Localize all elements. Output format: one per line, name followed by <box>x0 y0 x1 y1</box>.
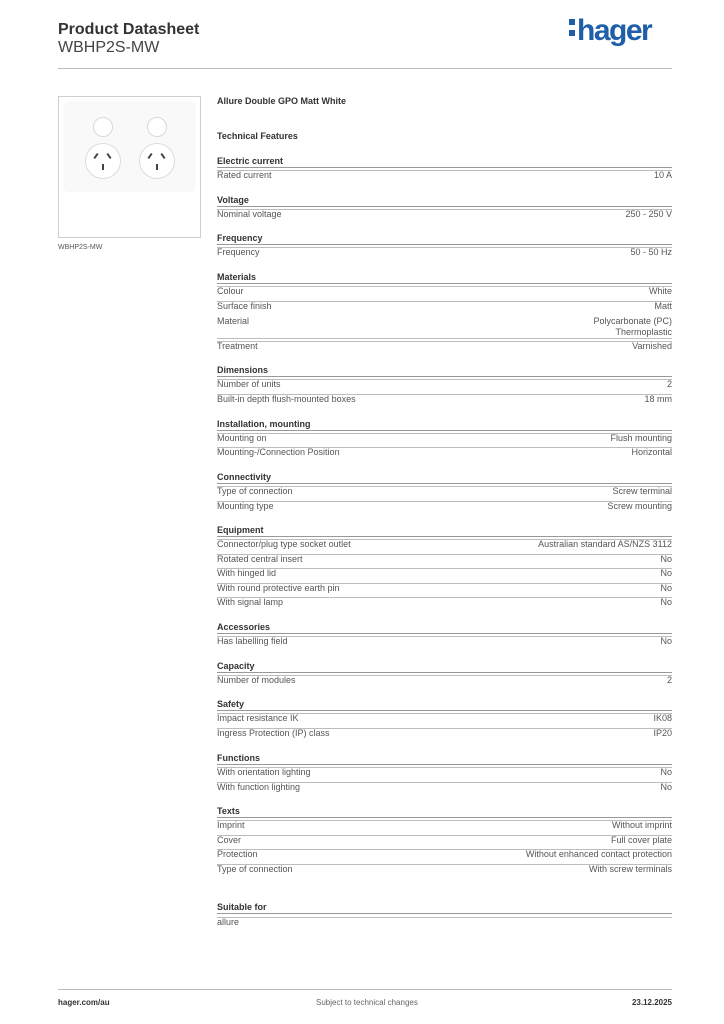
image-caption: WBHP2S-MW <box>58 244 103 251</box>
table-row: allure <box>217 917 672 918</box>
switch-right-icon <box>147 117 167 137</box>
footer-divider <box>58 989 672 990</box>
table-row: Impact resistance IK IK08 <box>217 713 672 723</box>
socket-right-icon <box>139 143 175 179</box>
section-materials: Materials <box>217 272 672 284</box>
table-row: Type of connection Screw terminal <box>217 486 672 496</box>
section-accessories: Accessories <box>217 622 672 634</box>
table-row: With orientation lighting No <box>217 767 672 777</box>
table-row: With round protective earth pin No <box>217 583 672 593</box>
page-title: Product Datasheet <box>58 21 200 38</box>
table-row: Mounting type Screw mounting <box>217 501 672 511</box>
product-code: WBHP2S-MW <box>58 39 160 56</box>
hager-logo <box>569 14 651 48</box>
table-row: With hinged lid No <box>217 568 672 578</box>
product-image <box>58 96 201 238</box>
table-row: Rotated central insert No <box>217 554 672 564</box>
table-row: With function lighting No <box>217 782 672 792</box>
table-row: Type of connection With screw terminals <box>217 864 672 874</box>
section-texts: Texts <box>217 806 672 818</box>
footer-notice: Subject to technical changes <box>316 998 418 1007</box>
section-dimensions: Dimensions <box>217 365 672 377</box>
table-row: Connector/plug type socket outlet Australian standard AS/NZS 3112 <box>217 539 672 549</box>
table-row: Surface finish Matt <box>217 301 672 311</box>
table-row: Cover Full cover plate <box>217 835 672 845</box>
switch-left-icon <box>93 117 113 137</box>
section-functions: Functions <box>217 753 672 765</box>
section-frequency: Frequency <box>217 233 672 245</box>
wall-plate-icon <box>65 103 194 191</box>
table-row: Built-in depth flush-mounted boxes 18 mm <box>217 394 672 404</box>
table-row: Colour White <box>217 286 672 296</box>
table-row: Rated current 10 A <box>217 170 672 180</box>
section-capacity: Capacity <box>217 661 672 673</box>
table-row: Frequency 50 - 50 Hz <box>217 247 672 257</box>
table-row: Mounting-/Connection Position Horizontal <box>217 447 672 457</box>
table-row: With signal lamp No <box>217 597 672 607</box>
table-row: Nominal voltage 250 - 250 V <box>217 209 672 219</box>
section-installation: Installation, mounting <box>217 419 672 431</box>
technical-features-heading: Technical Features <box>217 131 298 141</box>
table-row: Ingress Protection (IP) class IP20 <box>217 728 672 738</box>
table-row: Protection Without enhanced contact protection <box>217 849 672 859</box>
table-row: Has labelling field No <box>217 636 672 646</box>
table-row: Number of modules 2 <box>217 675 672 685</box>
table-row: Mounting on Flush mounting <box>217 433 672 443</box>
table-row: Number of units 2 <box>217 379 672 389</box>
socket-left-icon <box>85 143 121 179</box>
product-name: Allure Double GPO Matt White <box>217 96 347 106</box>
table-row: Imprint Without imprint <box>217 820 672 830</box>
section-suitable-for: Suitable for <box>217 902 672 914</box>
section-connectivity: Connectivity <box>217 472 672 484</box>
section-safety: Safety <box>217 699 672 711</box>
footer-website: hager.com/au <box>58 998 110 1007</box>
section-equipment: Equipment <box>217 525 672 537</box>
section-electric-current: Electric current <box>217 156 672 168</box>
logo-text: hager <box>577 14 652 47</box>
header-divider <box>58 68 672 69</box>
table-row: Material Polycarbonate (PC) Thermoplastic <box>217 316 672 337</box>
table-row: Treatment Varnished <box>217 341 672 351</box>
section-voltage: Voltage <box>217 195 672 207</box>
footer-date: 23.12.2025 <box>631 998 672 1007</box>
